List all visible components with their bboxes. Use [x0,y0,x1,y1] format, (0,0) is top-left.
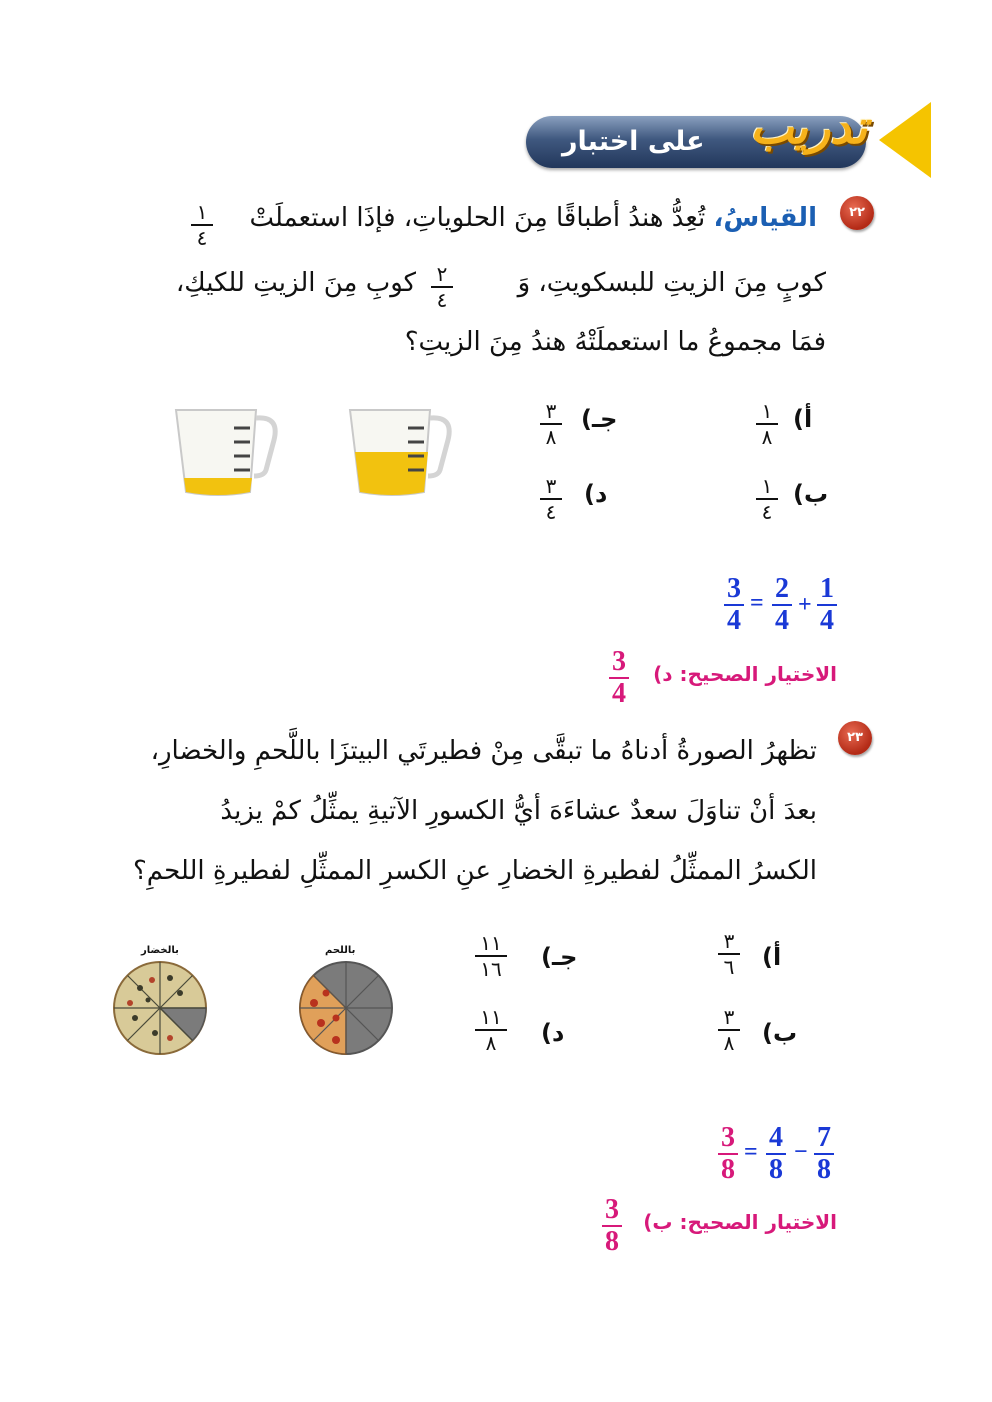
option-a-fraction: ١ ٨ [753,400,781,448]
correct-answer-text: الاختيار الصحيح: د) [653,662,837,686]
question-text: تُعِدُّ هندُ أطباقًا مِنَ الحلوياتِ، فإذَا استعملَتْ [249,203,706,233]
question-number-badge: ٢٣ [838,721,872,755]
option-a-label: أ) [793,405,813,433]
option-c-fraction: ٣ ٨ [537,400,565,448]
question-line [250,203,817,233]
question-number-badge: ٢٢ [840,196,874,230]
question-text: فمَا مجموعُ ما استعملَتْهُ هندُ مِنَ الزيتِ؟ [404,327,826,357]
equation-term-fraction: 7 8 [812,1124,836,1184]
measuring-cup-quarter-image [168,400,283,500]
option-d-fraction: ١١ ٨ [473,1006,509,1054]
equation-term-fraction: 4 8 [764,1124,788,1184]
banner-title: تدريب [750,100,868,154]
question-line [133,856,817,886]
fraction-two-quarters: ٢ ٤ [428,263,456,311]
pizza-meat-image [296,958,396,1058]
equation-result-fraction: 3 8 [716,1124,740,1184]
banner-arrow-icon [879,102,931,178]
correct-answer-fraction: 3 4 [607,648,631,708]
option-a-label: أ) [762,943,782,971]
option-d-fraction: ٣ ٤ [537,475,565,523]
minus-sign: − [794,1139,808,1165]
correct-answer-fraction: 3 8 [600,1196,624,1256]
plus-sign: + [798,592,812,618]
question-line [405,327,826,357]
equals-sign: = [750,590,764,616]
equation-result-fraction: 3 4 [722,575,746,635]
question-line [151,736,817,766]
equals-sign: = [744,1139,758,1165]
question-line [176,268,416,298]
equation-term-fraction: 2 4 [770,575,794,635]
banner-subtitle: على اختبار [562,126,705,157]
question-text: كوبٍ مِنَ الزيتِ للبسكويتِ، وَ [517,268,826,298]
option-b-fraction: ١ ٤ [753,475,781,523]
pizza-vegetable-image [110,958,210,1058]
measuring-cup-half-image [342,400,457,500]
option-b-fraction: ٣ ٨ [715,1006,743,1054]
fraction-one-quarter: ١ ٤ [188,201,216,249]
option-c-fraction: ١١ ١٦ [473,932,509,980]
question-text: الكسرُ الممثِّلُ لفطيرةِ الخضارِ عنِ الكسرِ الممثِّلِ لفطيرةِ اللحمِ؟ [132,856,817,886]
option-b-label: ب) [793,480,829,508]
option-a-fraction: ٣ ٦ [715,930,743,978]
pie-label-veg: بالخضار [141,945,179,956]
equation-term-fraction: 1 4 [815,575,839,635]
option-c-label: جـ) [541,943,578,971]
question-text: كوبِ مِنَ الزيتِ للكيكِ، [175,268,416,298]
option-b-label: ب) [762,1019,798,1047]
question-topic: القياسُ، [713,203,817,233]
question-line [518,268,826,298]
section-banner [526,100,931,190]
option-d-label: د) [541,1019,565,1047]
question-text: تظهرُ الصورةُ أدناهُ ما تبقَّى مِنْ فطيرتَي البيتزَا باللَّحمِ والخضارِ، [150,736,817,766]
question-text: بعدَ أنْ تناوَلَ سعدٌ عشاءَهَ أيُّ الكسورِ الآتيةِ يمثِّلُ كمْ يزيدُ [220,796,817,826]
option-c-label: جـ) [581,405,618,433]
question-line [220,796,817,826]
option-d-label: د) [584,480,608,508]
pie-label-meat: باللحم [325,945,356,956]
correct-answer-text: الاختيار الصحيح: ب) [643,1210,837,1234]
